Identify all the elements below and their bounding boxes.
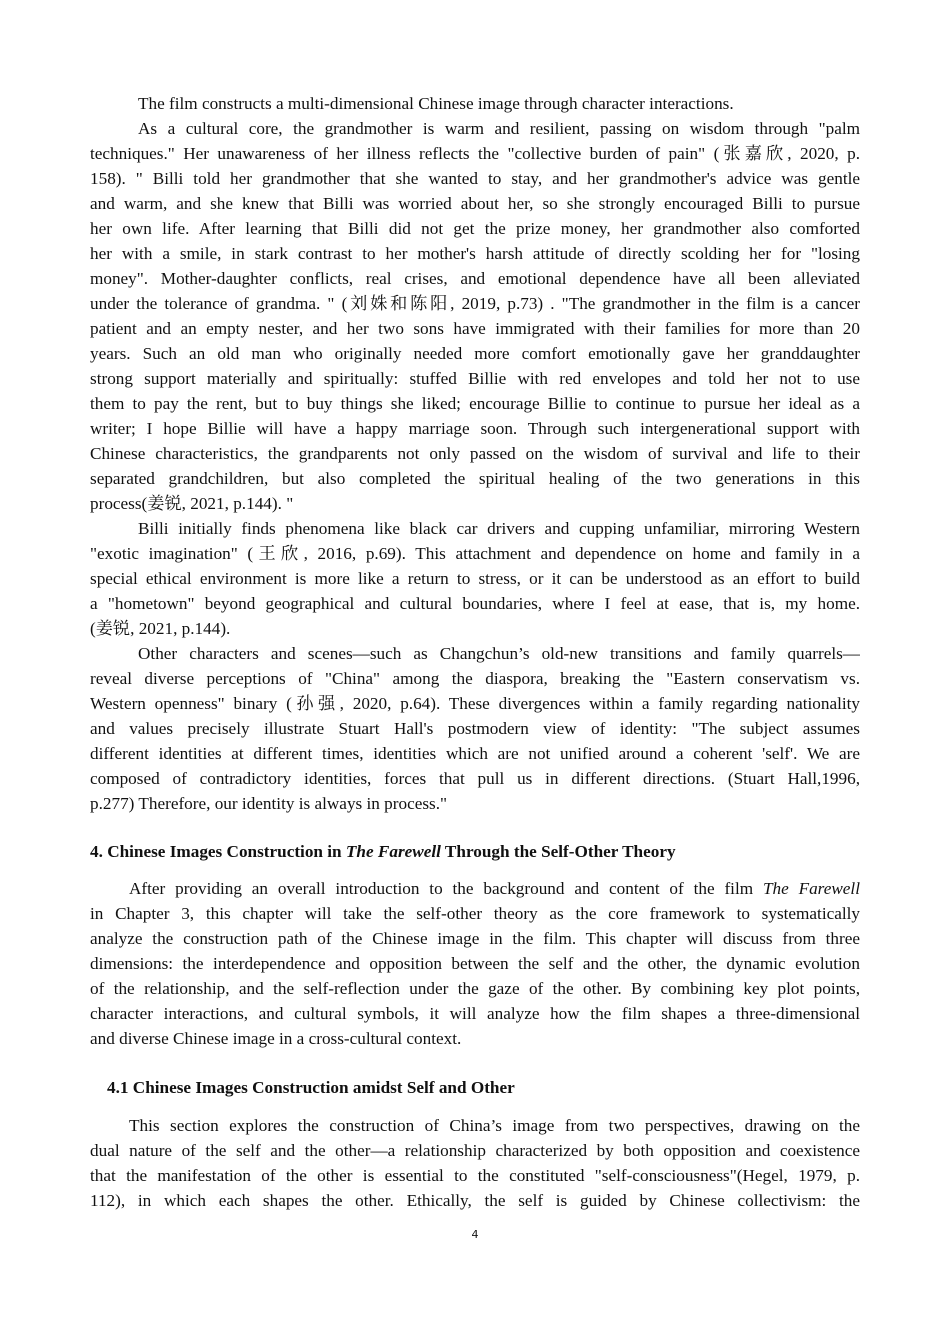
text-line: different identities at different times, identities which are not unified around a coherent 'self'. We are xyxy=(90,744,860,763)
text-line: The film constructs a multi-dimensional Chinese image through character interactions. xyxy=(138,94,734,113)
text-line: Billi initially finds phenomena like black car drivers and cupping unfamiliar, mirroring Western xyxy=(138,519,860,538)
text-line: p.277) Therefore, our identity is always in process." xyxy=(90,794,448,813)
text-line: This section explores the construction of China’s image from two perspectives, drawing on the xyxy=(129,1116,860,1135)
text-line: money". Mother-daughter conflicts, real crises, and emotional dependence have all been alleviated xyxy=(90,269,860,288)
text-line: in Chapter 3, this chapter will take the self-other theory as the core framework to systematically xyxy=(90,904,860,923)
text-line: of the relationship, and the self-reflection under the gaze of the other. By combining key plot points, xyxy=(90,979,860,998)
text-line: them to pay the rent, but to buy things she liked; encourage Billie to continue to pursue her ideal as a xyxy=(90,394,860,413)
heading-suffix: Through the Self-Other Theory xyxy=(440,842,676,861)
heading-prefix: 4. Chinese Images Construction in xyxy=(90,842,346,861)
text-line: Other characters and scenes—such as Changchun’s old-new transitions and family quarrels— xyxy=(138,644,860,663)
text-line: strong support materially and spiritually: stuffed Billie with red envelopes and told her not to use xyxy=(90,369,860,388)
text-line: years. Such an old man who originally needed more comfort emotionally gave her granddaughter xyxy=(90,344,860,363)
section-heading-4 xyxy=(90,839,676,864)
text-line: (姜锐, 2021, p.144). xyxy=(90,619,231,638)
text-line: reveal diverse perceptions of "China" among the diaspora, breaking the "Eastern conservatism vs. xyxy=(90,669,860,688)
text-line: techniques." Her unawareness of her illness reflects the "collective burden of pain" (张嘉欣, 2020, p. xyxy=(90,144,860,163)
text-line: her own life. After learning that Billi did not get the prize money, her grandmother also comforted xyxy=(90,219,860,238)
text-line: special ethical environment is more like a return to stress, or it can be understood as an effort to build xyxy=(90,569,860,588)
text-line xyxy=(90,876,860,901)
text-line: patient and an empty nester, and her two sons have immigrated with their families for more than 20 xyxy=(90,319,860,338)
text-line: separated grandchildren, but also completed the spiritual healing of the two generations in this xyxy=(90,469,860,488)
text-line: character interactions, and cultural symbols, it will analyze how the film shapes a three-dimensional xyxy=(90,1004,860,1023)
text-line: As a cultural core, the grandmother is warm and resilient, passing on wisdom through "palm xyxy=(138,119,860,138)
text-line: and values precisely illustrate Stuart Hall's postmodern view of identity: "The subject assumes xyxy=(90,719,860,738)
text-line: Chinese characteristics, the grandparents not only passed on the wisdom of survival and life to their xyxy=(90,444,860,463)
heading-film-title: The Farewell xyxy=(345,842,441,861)
text-line: her with a smile, in stark contrast to her mother's harsh attitude of directly scolding her for "losing xyxy=(90,244,860,263)
text-line: process(姜锐, 2021, p.144). " xyxy=(90,494,294,513)
text-line: 158). " Billi told her grandmother that she wanted to stay, and her grandmother's advice was gentle xyxy=(90,169,860,188)
text-line: "exotic imagination" (王欣, 2016, p.69). This attachment and dependence on home and family in a xyxy=(90,544,860,563)
text-line: a "hometown" beyond geographical and cultural boundaries, where I feel at ease, that is, my home. xyxy=(90,594,860,613)
page-number: 4 xyxy=(471,1228,479,1241)
text-line: dual nature of the self and the other—a relationship characterized by both opposition and coexistence xyxy=(90,1141,860,1160)
text-run: After providing an overall introduction to the background and content of the film xyxy=(129,879,763,898)
text-line: analyze the construction path of the Chinese image in the film. This chapter will discuss from three xyxy=(90,929,860,948)
text-line: composed of contradictory identities, forces that pull us in different directions. (Stuart Hall,1996, xyxy=(90,769,860,788)
text-line: dimensions: the interdependence and opposition between the self and the other, the dynamic evolution xyxy=(90,954,860,973)
text-line: Western openness" binary (孙强, 2020, p.64). These divergences within a family regarding nationality xyxy=(90,694,860,713)
text-line: writer; I hope Billie will have a happy marriage soon. Through such intergenerational support with xyxy=(90,419,860,438)
film-title: The Farewell xyxy=(762,879,860,898)
text-line: and diverse Chinese image in a cross-cultural context. xyxy=(90,1029,462,1048)
text-line: and warm, and she knew that Billi was worried about her, so she strongly encouraged Billi to pursue xyxy=(90,194,860,213)
text-line: under the tolerance of grandma. " (刘姝和陈阳, 2019, p.73) . "The grandmother in the film is a cancer xyxy=(90,294,860,313)
body-text-block-2 xyxy=(90,876,860,1051)
body-text-block-1 xyxy=(90,91,860,816)
body-text-block-3 xyxy=(90,1113,860,1213)
text-line: that the manifestation of the other is essential to the constituted "self-consciousness"(Hegel, 1979, p. xyxy=(90,1166,860,1185)
section-heading-4-1: 4.1 Chinese Images Construction amidst Self and Other xyxy=(107,1078,515,1097)
text-line: 112), in which each shapes the other. Ethically, the self is guided by Chinese collectivism: the xyxy=(90,1191,860,1210)
